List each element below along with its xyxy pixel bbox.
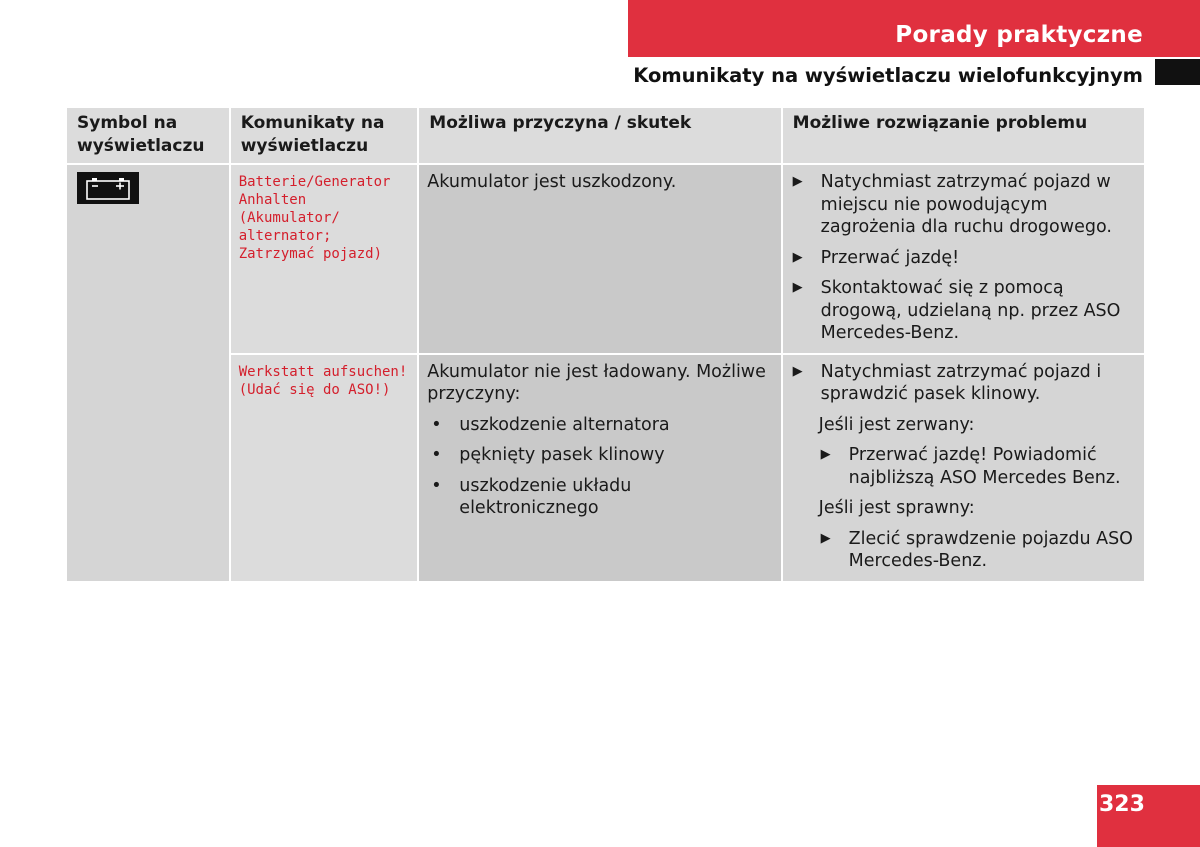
table-header-row (67, 108, 1144, 165)
symbol-cell (67, 165, 231, 583)
table-row (67, 165, 1144, 355)
arrow-right-icon: ▶ (792, 249, 803, 265)
bullet-text: pęknięty pasek klinowy (459, 445, 665, 465)
cause-bullet (427, 444, 772, 467)
column-header-symbol: Symbol na wyświetlaczu (67, 108, 231, 165)
display-message: Werkstatt aufsuchen! (Udać się do ASO!) (238, 363, 408, 398)
page-number: 323 (1099, 792, 1145, 817)
bullet-icon: • (431, 414, 442, 435)
arrow-right-icon: ▶ (792, 280, 803, 295)
section-title: Porady praktyczne (895, 22, 1143, 48)
arrow-right-icon: ▶ (820, 447, 831, 462)
solution-step (791, 247, 1136, 270)
step-text: Przerwać jazdę! Powiadomić najbliższą ASO Mercedes Benz. (848, 445, 1121, 488)
solution-cell (783, 355, 1144, 583)
step-text: Natychmiast zatrzymać pojazd w miejscu nie powodującym zagrożenia dla ruchu drogowego. (820, 172, 1112, 237)
solution-step (791, 277, 1136, 345)
solution-substep (819, 528, 1136, 573)
arrow-right-icon: ▶ (820, 530, 831, 546)
step-text: Natychmiast zatrzymać pojazd i sprawdzić pasek klinowy. (820, 361, 1102, 404)
arrow-right-icon: ▶ (792, 174, 803, 189)
solution-step (791, 171, 1136, 239)
bullet-text: uszkodzenie układu elektronicznego (459, 475, 632, 518)
column-header-message: Komunikaty na wyświetlaczu (231, 108, 420, 165)
condition-broken: Jeśli jest zerwany: (818, 414, 975, 435)
step-text: Zlecić sprawdzenie pojazdu ASO Mercedes-Benz. (848, 528, 1133, 571)
step-text: Skontaktować się z pomocą drogową, udzielaną np. przez ASO Mercedes-Benz. (820, 278, 1121, 343)
cause-bullet (427, 414, 772, 437)
display-message: Batterie/Generator Anhalten (Akumulator/ alternator; Zatrzymać pojazd) (238, 174, 391, 262)
bullet-icon: • (431, 475, 442, 496)
step-text: Przerwać jazdę! (820, 247, 960, 268)
cause-text: Akumulator jest uszkodzony. (427, 172, 677, 192)
message-cell (231, 355, 420, 583)
message-cell (231, 165, 420, 355)
subsection-title: Komunikaty na wyświetlaczu wielofunkcyjnym (633, 64, 1143, 87)
cause-text: Akumulator nie jest ładowany. Możliwe przyczyny: (427, 361, 766, 404)
messages-table (67, 108, 1144, 583)
cause-bullet (427, 475, 772, 520)
column-header-solution: Możliwe rozwiązanie problemu (783, 108, 1144, 165)
bullet-text: uszkodzenie alternatora (459, 414, 670, 435)
section-tab-marker (1155, 59, 1200, 85)
cause-cell (419, 165, 782, 355)
cause-cell (419, 355, 782, 583)
condition-ok: Jeśli jest sprawny: (818, 498, 975, 518)
bullet-icon: • (431, 445, 442, 465)
column-header-cause: Możliwa przyczyna / skutek (419, 108, 782, 165)
solution-cell (783, 165, 1144, 355)
battery-icon (77, 172, 139, 204)
solution-substep (819, 444, 1136, 489)
solution-step (791, 361, 1136, 406)
arrow-right-icon: ▶ (792, 363, 803, 379)
